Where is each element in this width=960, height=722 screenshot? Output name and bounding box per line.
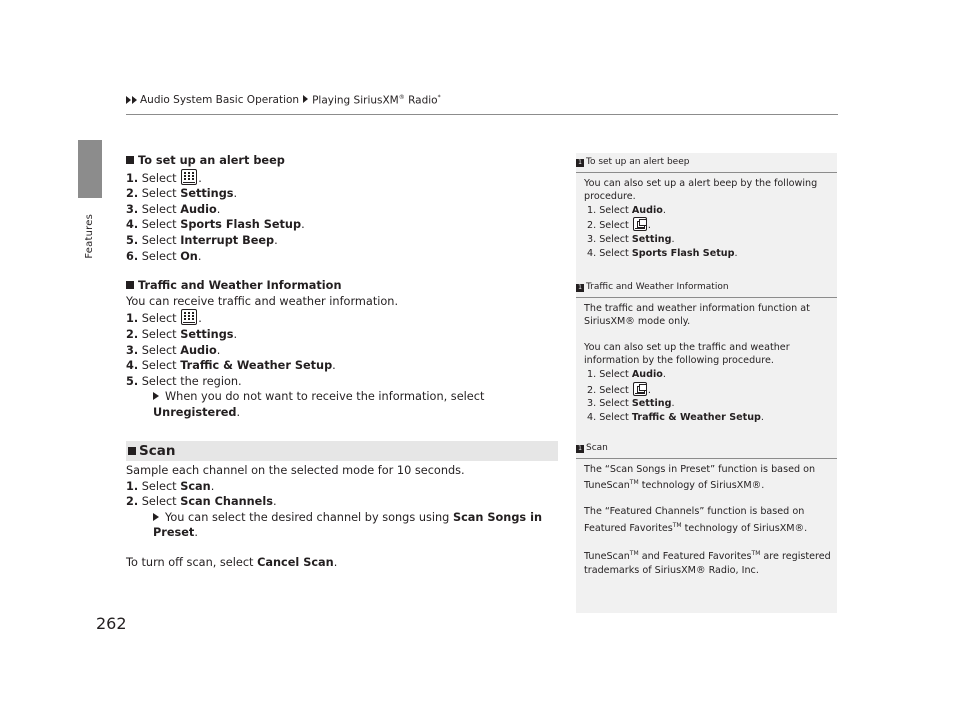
arrow-bullet-icon (153, 513, 159, 521)
square-bullet-icon (126, 156, 134, 164)
section-title: Traffic and Weather Information (126, 278, 558, 294)
step: 1. Select Scan. (126, 479, 215, 493)
breadcrumb (126, 94, 441, 107)
scan-content (126, 463, 558, 571)
note-traffic: 1 Traffic and Weather Information The traffic and weather information function at SiriusXM® mode only. You can also set up the traffic and weather information by the following procedure. 1. Select Audio. 2. Select . 3. Select Setting. 4. Select Traffic & Weather Setup. (576, 278, 837, 424)
step: 5. Select Interrupt Beep. (126, 233, 278, 247)
note-icon: 1 (576, 284, 584, 292)
home-grid-icon (181, 169, 197, 185)
step: 2. Select Settings. (126, 187, 238, 201)
step: 1. Select . (126, 309, 558, 327)
audio-menu-icon (633, 382, 647, 396)
step: 5. Select the region. (126, 374, 242, 388)
paragraph: To turn off scan, select Cancel Scan. (126, 555, 338, 569)
breadcrumb-item[interactable]: Playing SiriusXM® Radio* (312, 94, 441, 107)
square-bullet-icon (128, 447, 136, 455)
section-tab (78, 140, 102, 198)
breadcrumb-arrow-icon (132, 96, 137, 104)
paragraph: Sample each channel on the selected mode for 10 seconds. (126, 464, 465, 477)
square-bullet-icon (126, 281, 134, 289)
side-notes (576, 153, 837, 613)
note-icon: 1 (576, 445, 584, 453)
breadcrumb-arrow-icon (126, 96, 131, 104)
step: 6. Select On. (126, 249, 202, 263)
sub-note: When you do not want to receive the information, select Unregistered. (153, 390, 485, 419)
section-title: To set up an alert beep (126, 153, 558, 169)
main-content (126, 153, 558, 421)
audio-menu-icon (633, 217, 647, 231)
note-scan: 1 Scan The “Scan Songs in Preset” function is based on TuneScan™ technology of SiriusXM®. The “Featured Channels” function is based on Featured Favorites™ technology of SiriusXM®. TuneScan™ and Featured Favorites™ are registered trademarks of SiriusXM® Radio, Inc. (576, 439, 837, 578)
section-header-scan: Scan (126, 441, 558, 461)
arrow-bullet-icon (153, 392, 159, 400)
home-grid-icon (181, 309, 197, 325)
step: 2. Select Settings. (126, 327, 238, 341)
note-alert: 1 To set up an alert beep You can also set up a alert beep by the following procedure. 1. Select Audio. 2. Select . 3. Select Setting. 4. Select Sports Flash Setup. (576, 153, 837, 260)
step: 2. Select Scan Channels. (126, 495, 277, 509)
step: 3. Select Audio. (126, 202, 221, 216)
note-icon: 1 (576, 159, 584, 167)
header-rule (126, 114, 838, 115)
step: 4. Select Sports Flash Setup. (126, 218, 305, 232)
paragraph: You can receive traffic and weather information. (126, 294, 399, 308)
page-number: 262 (96, 614, 127, 633)
step: 4. Select Traffic & Weather Setup. (126, 359, 336, 373)
section-label: Features (84, 214, 95, 259)
breadcrumb-arrow-icon (303, 95, 308, 103)
step: 3. Select Audio. (126, 343, 221, 357)
sub-note: You can select the desired channel by songs using Scan Songs in Preset. (153, 510, 542, 540)
step: 1. Select . (126, 169, 558, 187)
breadcrumb-item[interactable]: Audio System Basic Operation (140, 94, 300, 107)
